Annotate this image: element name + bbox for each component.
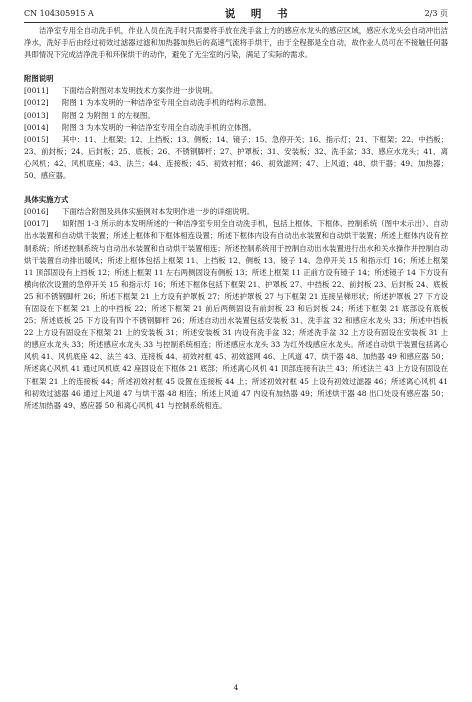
header-rule [24, 22, 448, 23]
paragraph-number: [0013] [24, 110, 49, 120]
section-heading-embodiment: 具体实施方式 [24, 195, 69, 205]
paragraph-0012 [24, 97, 448, 109]
patent-number: CN 104305915 A [24, 8, 94, 18]
paragraph-text: 下面结合附图对本发明技术方案作进一步说明。 [62, 86, 218, 96]
paragraph-text: 附图 2 为附图 1 的左视图。 [62, 110, 155, 120]
paragraph-text: 附图 3 为本发明的一种洁净室专用全自动洗手机的立体图。 [62, 122, 257, 132]
intro-paragraph: 洁净室专用全自动洗手机，作业人员在洗手时只需要将手放在洗手盆上方的感应水龙头的感应区域，感应水龙头会自动冲出洁净水，洗好手后由经过初效过滤器过滤和加热器加热后的高速气流将手烘干，由于全程都是全自动，故作业人员可在不接触任何器具即情况下完成洁净洗手和环保烘干的动作，避免了无尘室的污染，满足了实际的需求。 [24, 26, 448, 60]
paragraph-0017 [24, 218, 448, 412]
paragraph-0016 [24, 206, 448, 218]
paragraph-text: 其中：11、上框架；12、上挡板；13、侧板；14、镜子；15、急停开关；16、指示灯；21、下框架；22、中挡板；23、前封板；24、后封板；25、底板；26、不锈钢脚杆；27、护罩板；31、安装板；32、洗手盆；33、感应水龙头；41、离心风机；42、风机底座；43、法兰；44、连接板；45、初效衬框；46、初效滤网；47、上风道；48、烘干器；49、加热器；50、感应器。 [24, 134, 448, 181]
page-indicator: 2/3 页 [424, 8, 448, 18]
paragraph-text: 如附图 1-3 所示的本发明所述的一种洁净室专用全自动洗手机，包括上框体、下框体、控制系统（图中未示出）、自动出水装置和自动烘干装置；所述上框体和下框体相连设置；所述下框体内设有自动出水装置和自动烘干装置；所述上框体内设有控制系统；所述控制系统与自动出水装置和自动烘干装置相连；所述控制系统用于控制自动出水装置进行出水和关水操作并控制自动烘干装置自动排出暖风；所述上框体包括上框架 11、上挡板 12、侧板 13、镜子 14、急停开关 15 和指示灯 16；所述上框架 11 顶部固设有上挡板 12；所述上框架 11 左右两侧固设有侧板 13；所述上框架 11 正前方设有镜子 14；所述镜子 14 下方设有横向依次设置的急停开关 15 和指示灯 16；所述下框体包括下框架 21、护罩板 27、中挡板 22、前封板 23、后封板 24、底板 25 和不锈钢脚杆 26；所述下框架 21 上方设有护罩板 27；所述护罩板 27 与下框架 21 连接呈梯形状；所述护罩板 27 下方设有固设在下框架 21 上的中挡板 22；所述下框架 21 前后两侧固设有前封板 23 和后封板 24；所述下框架 21 底部设有底板 25；所述底板 25 下方设有四个不锈钢脚杆 26；所述自动出水装置包括安装板 31、洗手盆 32 和感应水龙头 33；所述中挡板 22 上方设有固设在下框架 21 上的安装板 31；所述安装板 31 内设有洗手盆 32；所述洗手盆 32 上方设有固设在安装板 31 上的感应水龙头 33；所述感应水龙头 33 与控制系统相连；所述感应水龙头 33 为红外线感应水龙头。所述自动烘干装置包括离心风机 41、风机底座 42、法兰 43、连接板 44、初效衬框 45、初效滤网 46、上风道 47、烘干器 48、加热器 49 和感应器 50；所述离心风机 41 通过风机底 42 座固设在下框体 21 底部；所述离心风机 41 顶部连接有法兰 43；所述法兰 43 上方设有固设在下框架 21 上的连接板 44；所述初效衬框 45 设置在连接板 44 上；所述初效衬框 45 上设有初效过滤器 46；所述离心风机 41 和初效过滤器 46 通过上风道 47 与烘干器 48 相连；所述上风道 47 内设有加热器 49；所述烘干器 48 出口处设有感应器 50；所述加热器 49、感应器 50 和离心风机 41 与控制系统相连。 [24, 219, 448, 410]
paragraph-0011 [24, 85, 448, 97]
document-body [24, 25, 448, 412]
section-heading-figures: 附图说明 [24, 74, 54, 84]
paragraph-text: 下面结合附图及具体实施例对本发明作进一步的详细说明。 [62, 207, 255, 217]
paragraph-text: 附图 1 为本发明的一种洁净室专用全自动洗手机的结构示意图。 [62, 98, 271, 108]
paragraph-number: [0014] [24, 122, 49, 132]
paragraph-number: [0011] [24, 86, 49, 96]
paragraph-number: [0015] [24, 134, 49, 144]
document-title: 说 明 书 [224, 7, 294, 20]
paragraph-number: [0012] [24, 98, 49, 108]
paragraph-number: [0017] [24, 219, 49, 229]
paragraph-number: [0016] [24, 207, 49, 217]
page-header [24, 6, 448, 20]
paragraph-0013 [24, 110, 448, 122]
page-number: 4 [233, 683, 239, 692]
paragraph-0014 [24, 122, 448, 134]
paragraph-0015 [24, 134, 448, 182]
